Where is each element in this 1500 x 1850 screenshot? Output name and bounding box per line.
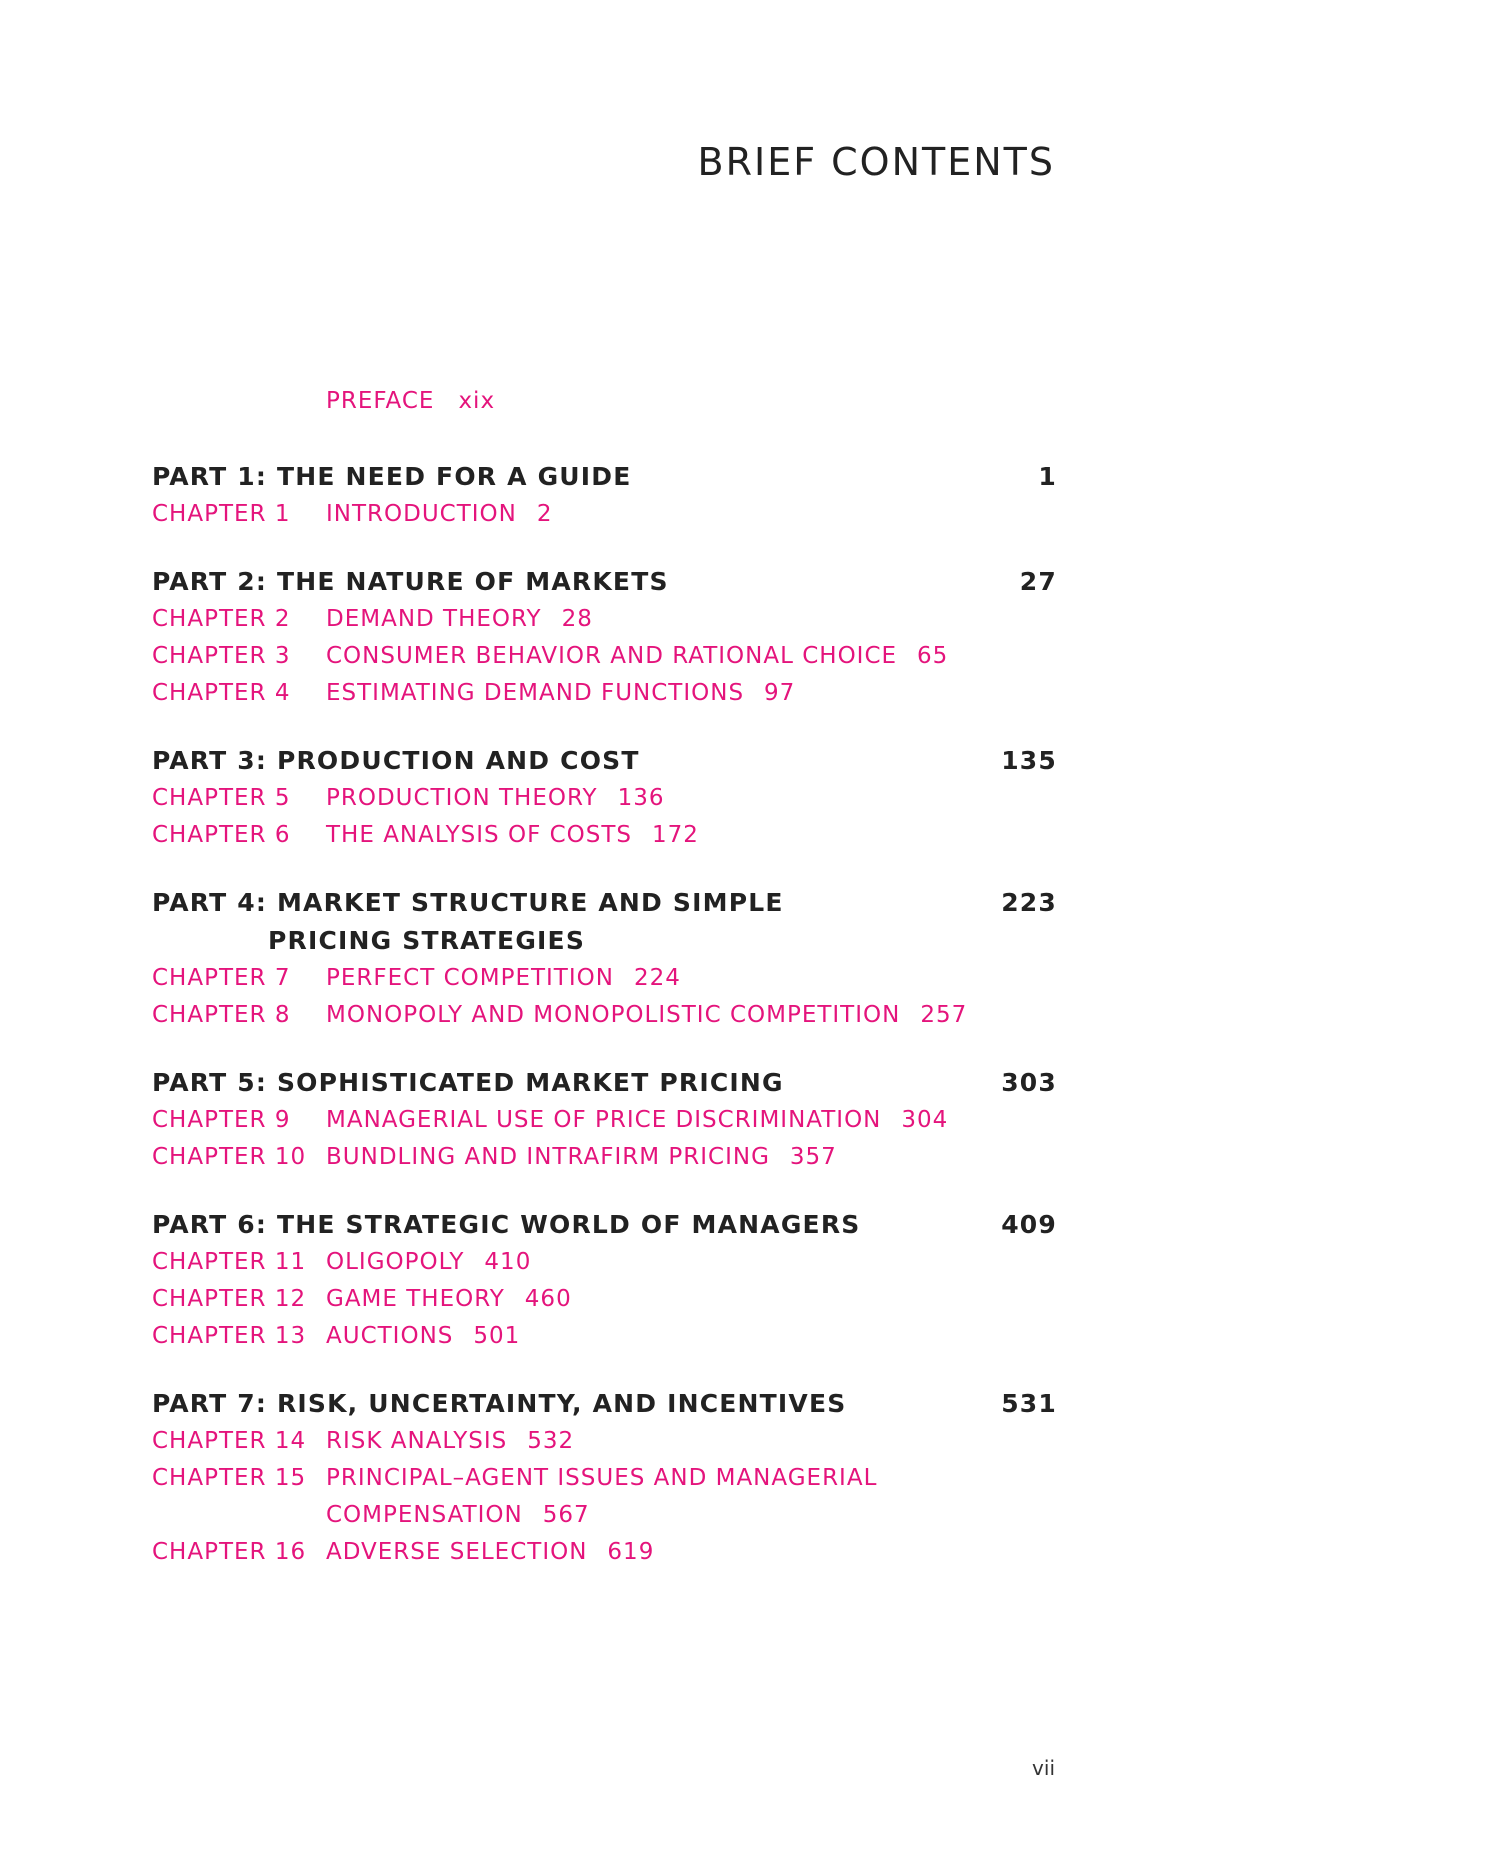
chapter-label: CHAPTER 13 bbox=[152, 1323, 307, 1349]
part-label: PART 1: THE NEED FOR A GUIDE bbox=[152, 462, 632, 491]
part-7 bbox=[152, 1385, 1057, 1571]
chapter-entry[interactable] bbox=[152, 675, 1057, 712]
chapter-page: 619 bbox=[607, 1539, 655, 1565]
chapter-label: CHAPTER 12 bbox=[152, 1286, 307, 1312]
chapter-label: CHAPTER 3 bbox=[152, 643, 291, 669]
part-heading[interactable] bbox=[152, 742, 1057, 780]
part-page: 27 bbox=[1019, 567, 1057, 596]
chapter-label: CHAPTER 14 bbox=[152, 1428, 307, 1454]
chapter-title: ESTIMATING DEMAND FUNCTIONS bbox=[326, 680, 745, 706]
chapter-entry[interactable] bbox=[152, 1281, 1057, 1318]
chapter-entry[interactable] bbox=[152, 1102, 1057, 1139]
chapter-label: CHAPTER 15 bbox=[152, 1465, 307, 1491]
chapter-page: 136 bbox=[617, 785, 665, 811]
part-page: 531 bbox=[1001, 1389, 1057, 1418]
chapter-label: CHAPTER 6 bbox=[152, 822, 291, 848]
part-page: 303 bbox=[1001, 1068, 1057, 1097]
chapter-page: 501 bbox=[473, 1323, 521, 1349]
chapter-entry[interactable] bbox=[152, 997, 1057, 1034]
part-heading[interactable] bbox=[152, 563, 1057, 601]
part-4 bbox=[152, 884, 1057, 1034]
chapter-label: CHAPTER 1 bbox=[152, 501, 291, 527]
chapter-entry[interactable] bbox=[152, 1423, 1057, 1460]
chapter-entry[interactable] bbox=[152, 960, 1057, 997]
chapter-title: PRINCIPAL–AGENT ISSUES AND MANAGERIAL bbox=[326, 1465, 878, 1491]
chapter-entry[interactable] bbox=[152, 1318, 1057, 1355]
chapter-entry[interactable] bbox=[152, 1534, 1057, 1571]
chapter-page: 97 bbox=[764, 680, 796, 706]
chapter-label: CHAPTER 11 bbox=[152, 1249, 307, 1275]
part-1 bbox=[152, 458, 1057, 533]
part-heading[interactable] bbox=[152, 884, 1057, 960]
chapter-page: 257 bbox=[920, 1002, 968, 1028]
chapter-label: CHAPTER 9 bbox=[152, 1107, 291, 1133]
chapter-page: 304 bbox=[901, 1107, 949, 1133]
chapter-entry[interactable] bbox=[152, 601, 1057, 638]
chapter-title: RISK ANALYSIS bbox=[326, 1428, 508, 1454]
chapter-page: 357 bbox=[789, 1144, 837, 1170]
chapter-page: 567 bbox=[542, 1502, 590, 1528]
chapter-page: 28 bbox=[561, 606, 593, 632]
part-label: PART 3: PRODUCTION AND COST bbox=[152, 746, 640, 775]
part-heading[interactable] bbox=[152, 458, 1057, 496]
part-heading[interactable] bbox=[152, 1064, 1057, 1102]
part-label: PART 6: THE STRATEGIC WORLD OF MANAGERS bbox=[152, 1210, 861, 1239]
chapter-title: AUCTIONS bbox=[326, 1323, 454, 1349]
chapter-label: CHAPTER 7 bbox=[152, 965, 291, 991]
chapter-title: CONSUMER BEHAVIOR AND RATIONAL CHOICE bbox=[326, 643, 898, 669]
preface-entry[interactable] bbox=[152, 388, 1057, 428]
chapter-title: INTRODUCTION bbox=[326, 501, 517, 527]
part-label-continued: PRICING STRATEGIES bbox=[268, 926, 586, 955]
chapter-title: OLIGOPOLY bbox=[326, 1249, 465, 1275]
chapter-page: 65 bbox=[917, 643, 949, 669]
part-page: 223 bbox=[1001, 888, 1057, 917]
chapter-label: CHAPTER 10 bbox=[152, 1144, 307, 1170]
chapter-title: BUNDLING AND INTRAFIRM PRICING bbox=[326, 1144, 770, 1170]
chapter-label: CHAPTER 4 bbox=[152, 680, 291, 706]
part-label: PART 7: RISK, UNCERTAINTY, AND INCENTIVES bbox=[152, 1389, 847, 1418]
page-title: BRIEF CONTENTS bbox=[697, 140, 1055, 184]
part-page: 135 bbox=[1001, 746, 1057, 775]
part-heading[interactable] bbox=[152, 1206, 1057, 1244]
chapter-title: ADVERSE SELECTION bbox=[326, 1539, 588, 1565]
chapter-title: MANAGERIAL USE OF PRICE DISCRIMINATION bbox=[326, 1107, 882, 1133]
chapter-page: 532 bbox=[527, 1428, 575, 1454]
chapter-entry[interactable] bbox=[152, 817, 1057, 854]
part-6 bbox=[152, 1206, 1057, 1355]
table-of-contents bbox=[152, 388, 1057, 1571]
chapter-entry[interactable] bbox=[152, 638, 1057, 675]
page-number: vii bbox=[1032, 1756, 1055, 1780]
chapter-page: 410 bbox=[484, 1249, 532, 1275]
chapter-page: 460 bbox=[524, 1286, 572, 1312]
part-2 bbox=[152, 563, 1057, 712]
preface-page: xix bbox=[458, 388, 496, 414]
part-page: 409 bbox=[1001, 1210, 1057, 1239]
chapter-page: 2 bbox=[536, 501, 553, 527]
chapter-page: 224 bbox=[633, 965, 681, 991]
chapter-title-continued: COMPENSATION bbox=[326, 1502, 523, 1528]
chapter-entry[interactable] bbox=[152, 1244, 1057, 1281]
chapter-entry[interactable] bbox=[152, 1460, 1057, 1534]
part-page: 1 bbox=[1038, 462, 1057, 491]
chapter-page: 172 bbox=[652, 822, 699, 848]
part-3 bbox=[152, 742, 1057, 854]
chapter-title: PRODUCTION THEORY bbox=[326, 785, 598, 811]
part-heading[interactable] bbox=[152, 1385, 1057, 1423]
chapter-title: PERFECT COMPETITION bbox=[326, 965, 614, 991]
chapter-label: CHAPTER 5 bbox=[152, 785, 291, 811]
part-label: PART 5: SOPHISTICATED MARKET PRICING bbox=[152, 1068, 784, 1097]
chapter-entry[interactable] bbox=[152, 496, 1057, 533]
chapter-title: GAME THEORY bbox=[326, 1286, 505, 1312]
chapter-label: CHAPTER 16 bbox=[152, 1539, 307, 1565]
chapter-label: CHAPTER 8 bbox=[152, 1002, 291, 1028]
chapter-entry[interactable] bbox=[152, 780, 1057, 817]
chapter-label: CHAPTER 2 bbox=[152, 606, 291, 632]
chapter-title: DEMAND THEORY bbox=[326, 606, 542, 632]
preface-label: PREFACE bbox=[326, 388, 435, 414]
chapter-title: THE ANALYSIS OF COSTS bbox=[326, 822, 633, 848]
chapter-entry[interactable] bbox=[152, 1139, 1057, 1176]
part-label: PART 4: MARKET STRUCTURE AND SIMPLE bbox=[152, 888, 784, 917]
part-label: PART 2: THE NATURE OF MARKETS bbox=[152, 567, 669, 596]
part-5 bbox=[152, 1064, 1057, 1176]
chapter-title: MONOPOLY AND MONOPOLISTIC COMPETITION bbox=[326, 1002, 901, 1028]
